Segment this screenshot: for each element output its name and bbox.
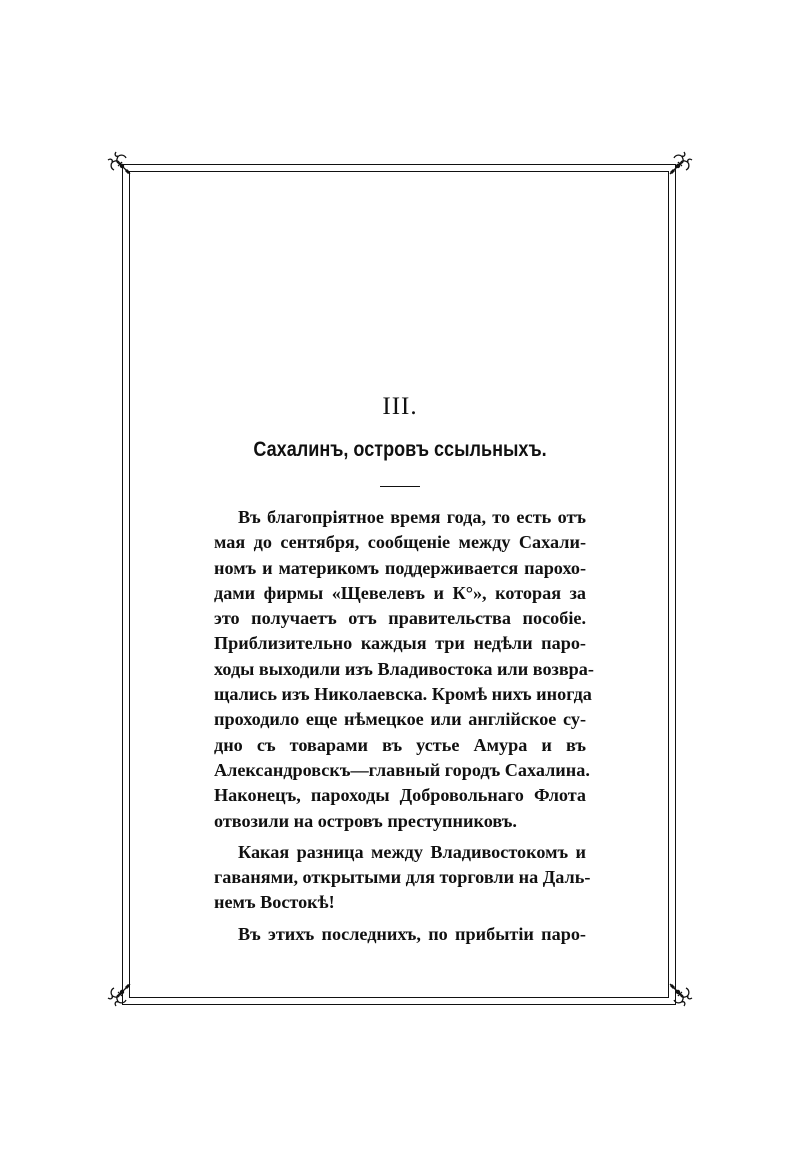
text-line: проходило еще нѣмецкое или англійское су-: [214, 709, 586, 730]
text-line: отвозили на островъ преступниковъ.: [214, 810, 517, 831]
paragraph: [214, 840, 591, 916]
corner-ornament-icon: [106, 968, 146, 1008]
text-line: щались изъ Николаевска. Кромѣ нихъ иногда: [214, 684, 592, 705]
text-line: Какая разница между Владивостокомъ и: [238, 841, 586, 862]
chapter-number: III.: [382, 393, 418, 420]
text-line: Александровскъ—главный городъ Сахалина.: [214, 759, 590, 780]
text-line: дно съ товарами въ устье Амура и въ: [214, 734, 586, 755]
corner-ornament-icon: [106, 150, 146, 190]
title-divider: [380, 486, 420, 487]
text-line: Въ этихъ последнихъ, по прибытіи паро-: [238, 923, 586, 944]
text-line: ходы выходили изъ Владивостока или возвра-: [214, 658, 594, 679]
body-text: [214, 505, 594, 947]
text-line: Наконецъ, пароходы Добровольнаго Флота: [214, 785, 586, 806]
chapter-title: Сахалинъ, островъ ссыльныхъ.: [253, 438, 547, 461]
paragraph: [214, 922, 586, 947]
text-line: гаванями, открытыми для торговли на Даль-: [214, 867, 591, 888]
text-line: дами фирмы «Щевелевъ и К°», которая за: [214, 582, 586, 603]
corner-ornament-icon: [654, 150, 694, 190]
corner-ornament-icon: [654, 968, 694, 1008]
paragraph: [214, 505, 594, 834]
text-line: это получаетъ отъ правительства пособіе.: [214, 608, 586, 629]
text-line: мая до сентября, сообщеніе между Сахали-: [214, 532, 586, 553]
text-line: Въ благопріятное время года, то есть отъ: [238, 507, 586, 527]
text-line: немъ Востокѣ!: [214, 892, 335, 913]
text-line: Приблизительно каждыя три недѣли паро-: [214, 633, 586, 654]
text-line: номъ и материкомъ поддерживается парохо-: [214, 557, 586, 578]
